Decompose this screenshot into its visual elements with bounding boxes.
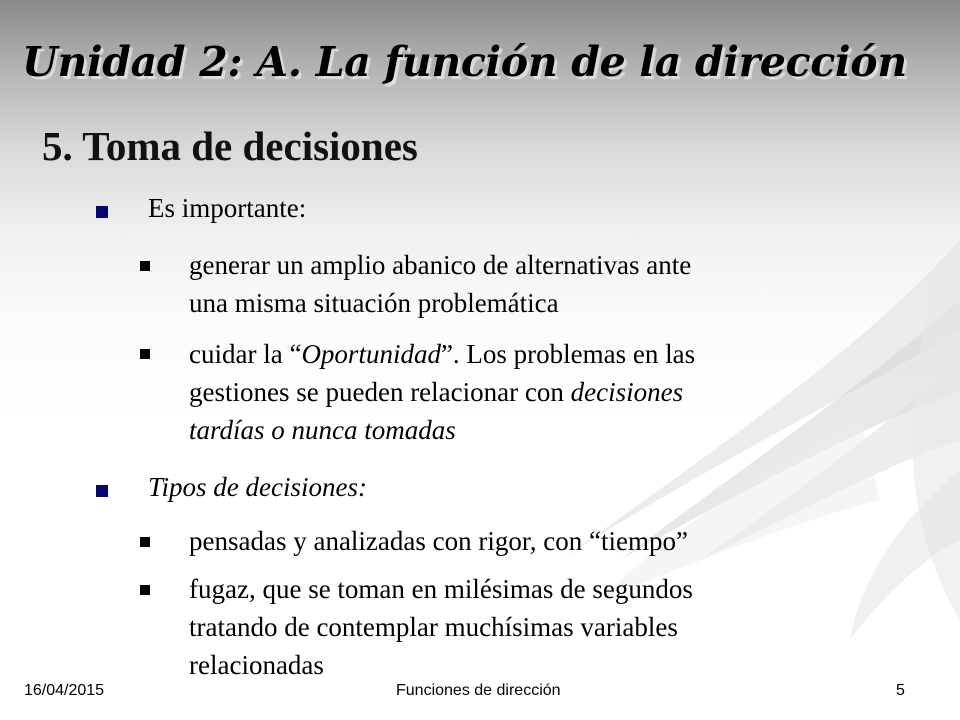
slide-title: Unidad 2: A. La función de la dirección — [22, 38, 907, 86]
item-emphasis: decisiones — [570, 377, 684, 407]
item-emphasis: tardías o nunca tomadas — [189, 415, 456, 445]
list-item-tipos: Tipos de decisiones: — [148, 472, 367, 502]
item-emphasis: Oportunidad — [301, 339, 441, 369]
item-line: fugaz, que se toman en milésimas de segundos — [189, 574, 693, 604]
slide-number: 5 — [896, 682, 905, 699]
footer-title: Funciones de dirección — [396, 682, 561, 699]
list-item-pensadas: pensadas y analizadas con rigor, con “tiempo” — [189, 526, 688, 556]
footer-date: 16/04/2015 — [24, 682, 105, 699]
item-line — [189, 411, 929, 449]
bullet-square-icon — [96, 485, 108, 497]
bullet-square-icon — [140, 349, 150, 359]
item-text: gestiones se pueden relacionar con — [189, 377, 571, 407]
item-line: tratando de contemplar muchísimas variables — [189, 612, 678, 642]
item-text: ”. Los problemas en las — [440, 339, 696, 369]
item-line: relacionadas — [189, 650, 324, 680]
bullet-square-icon — [140, 537, 150, 547]
list-item-es-importante: Es importante: — [148, 193, 307, 223]
bullet-square-icon — [96, 206, 108, 218]
section-heading: 5. Toma de decisiones — [42, 123, 418, 169]
item-line: una misma situación problemática — [189, 288, 559, 318]
item-text: cuidar la “ — [189, 339, 302, 369]
list-item-cuidar — [189, 335, 929, 449]
item-line: generar un amplio abanico de alternativas ante — [189, 250, 692, 280]
item-line — [189, 373, 929, 411]
list-item-generar — [189, 246, 929, 322]
bullet-square-icon — [140, 261, 150, 271]
list-item-fugaz — [189, 570, 929, 684]
item-line — [189, 335, 929, 373]
bullet-square-icon — [140, 585, 150, 595]
